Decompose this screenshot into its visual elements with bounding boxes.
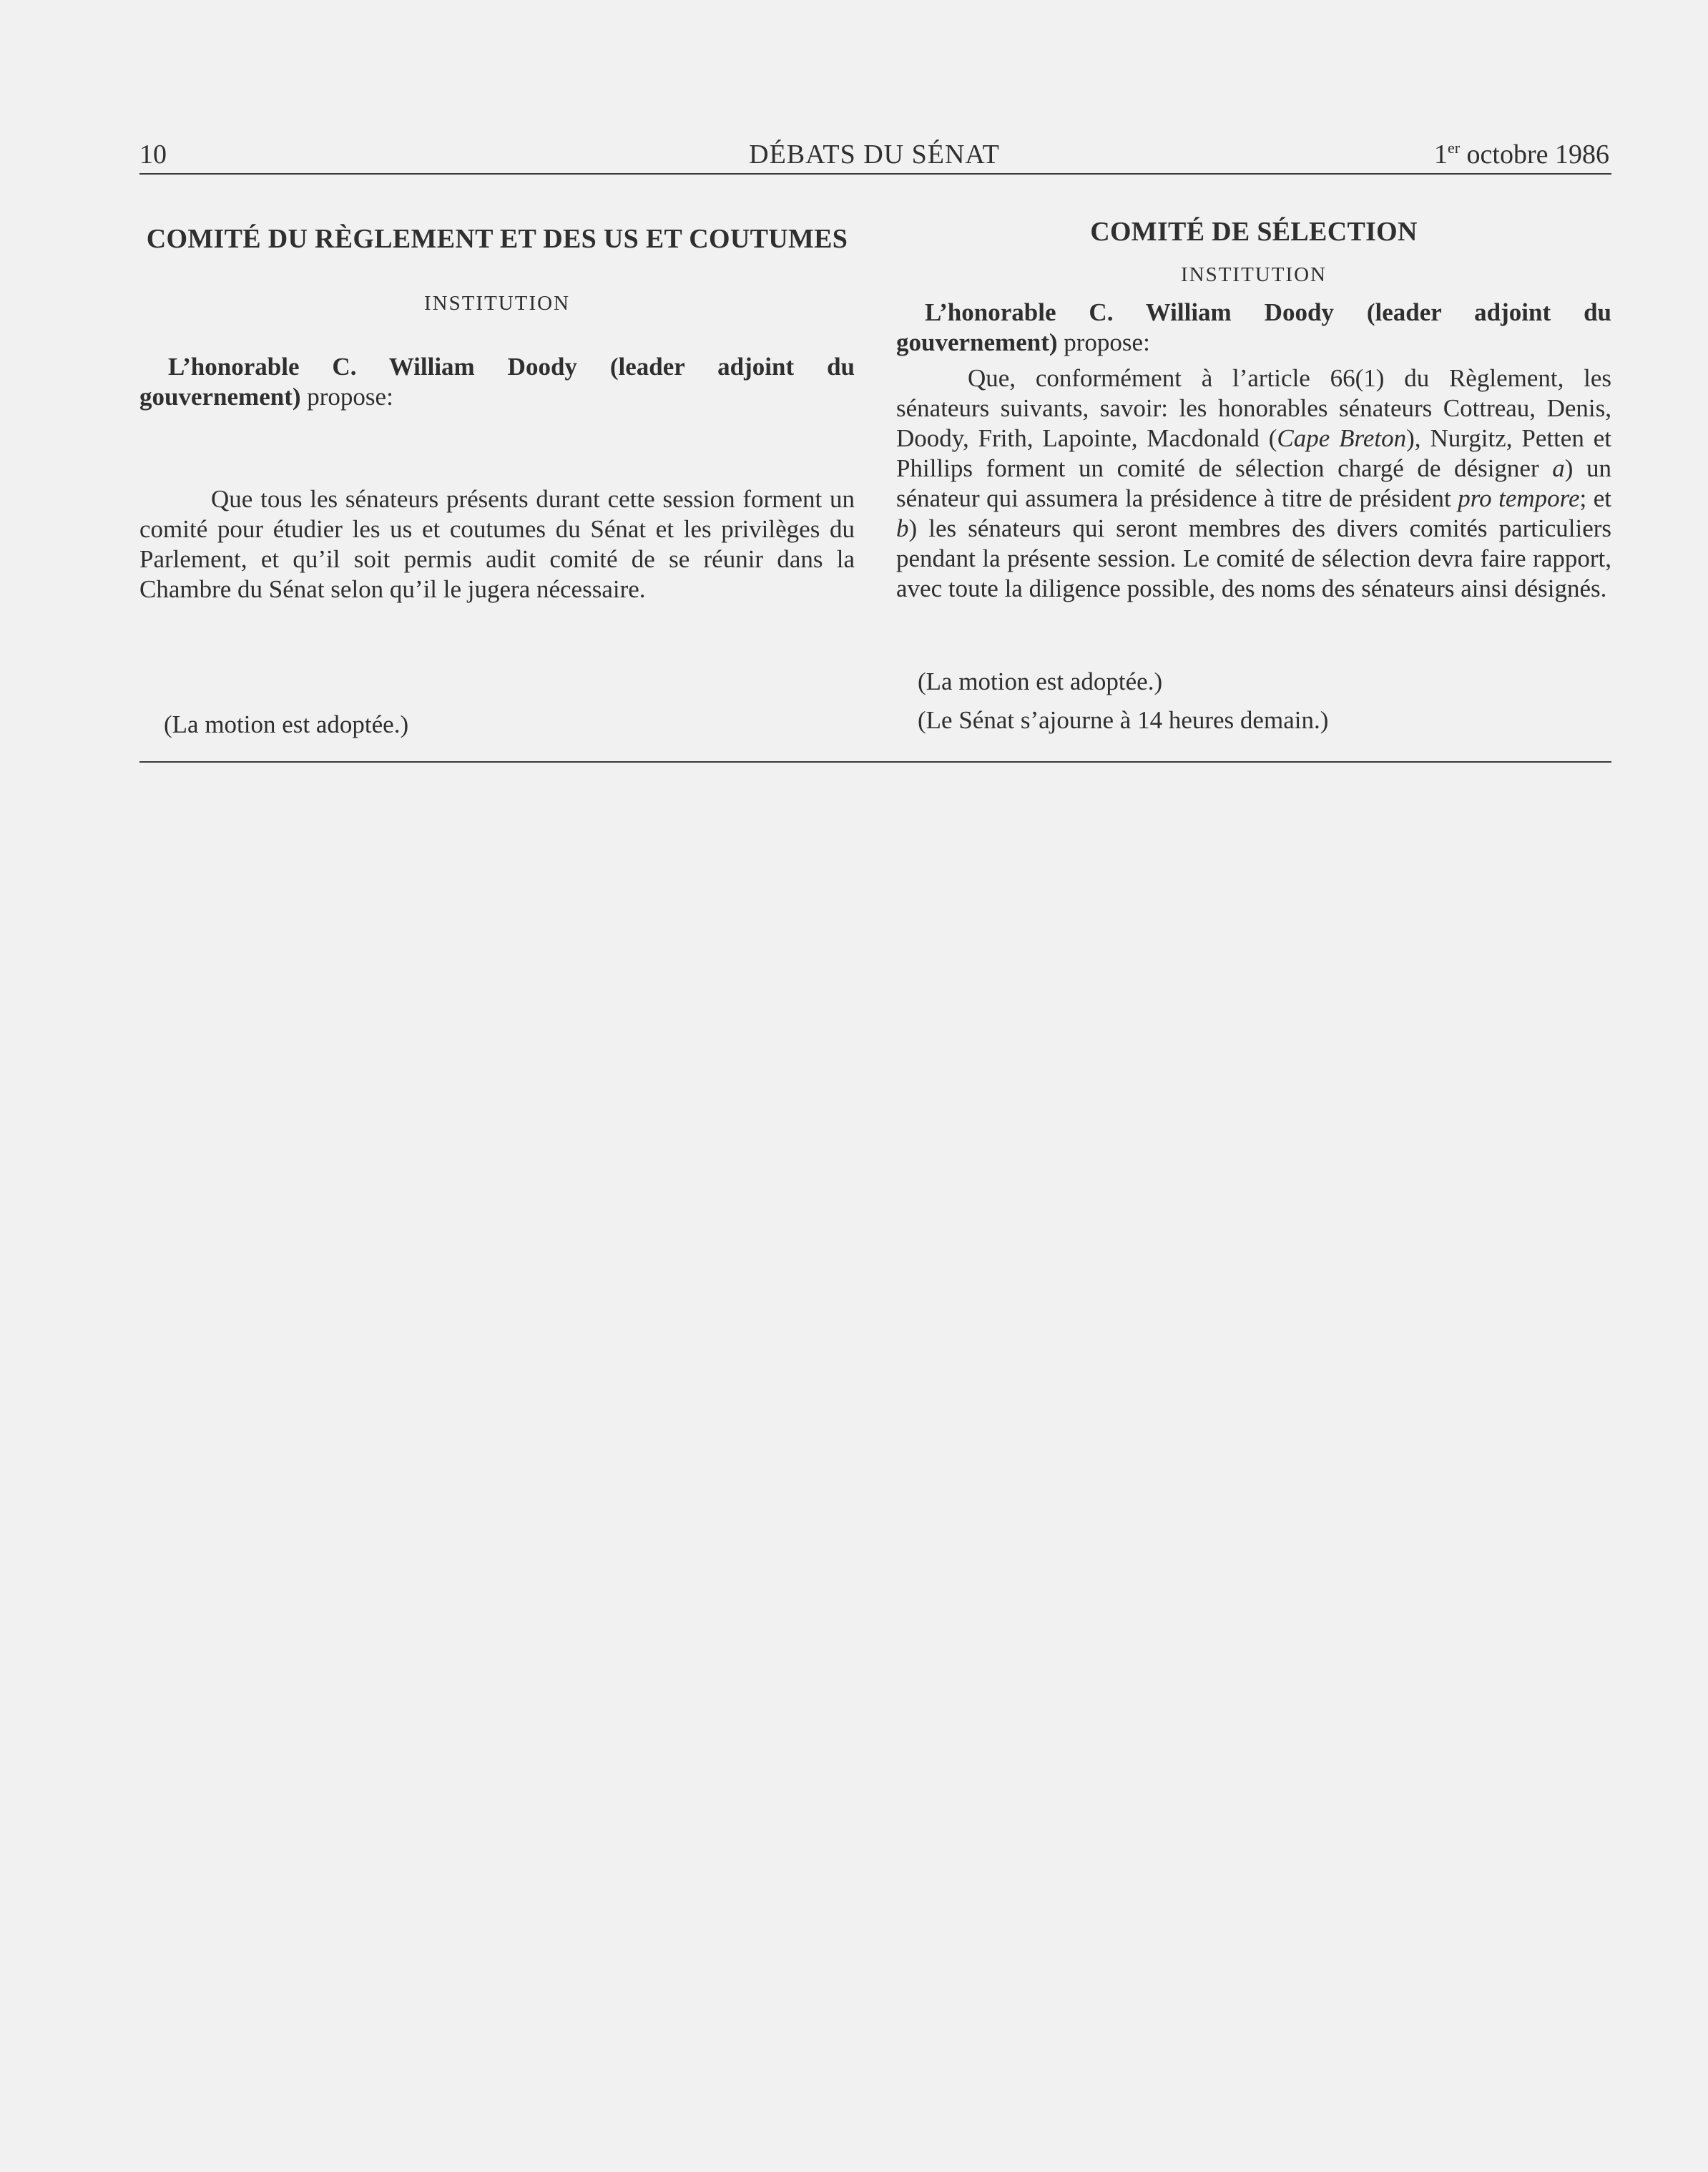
motion-text-part: ) un sénateur qui assumera la présidence à titre de président (896, 454, 1612, 512)
section-subheading: INSTITUTION (1180, 263, 1327, 286)
header-date (1434, 133, 1609, 176)
section-heading: COMITÉ DU RÈGLEMENT ET DES US ET COUTUMES (146, 224, 848, 254)
motion-text-italic: b (896, 514, 909, 542)
motion-mover (139, 352, 855, 412)
section-subheading: INSTITUTION (423, 292, 570, 315)
mover-verb: propose: (300, 383, 393, 411)
date-rest: octobre 1986 (1460, 140, 1609, 170)
motion-text-italic: pro tempore (1458, 484, 1580, 512)
motion-text-part: ) les sénateurs qui seront membres des divers comités particuliers pendant la présente session. Le comité de sélection devra faire rapport, avec toute la diligence possible, des noms des sénateurs ainsi désignés. (896, 514, 1611, 602)
publication-title: DÉBATS DU SÉNAT (749, 140, 1000, 170)
mover-verb: propose: (1057, 328, 1150, 356)
motion-mover (896, 298, 1611, 358)
motion-text-part: ; et (1579, 484, 1611, 512)
page-header (139, 133, 1609, 176)
motion-text (896, 363, 1611, 604)
page-number: 10 (139, 140, 167, 170)
date-day: 1 (1433, 140, 1448, 170)
mover-name: L’honorable C. William Doody (leader adjoint du gouvernement) (896, 298, 1611, 356)
motion-text: Que tous les sénateurs présents durant cette session forment un comité pour étudier les us et coutumes du Sénat et les privilèges du Parlement, et qu’il soit permis audit comité de se réunir dans la Chambre du Sénat selon qu’il le jugera nécessaire. (139, 485, 855, 603)
motion-result: (La motion est adoptée.) (164, 710, 409, 738)
motion-text-part: Que, conformément à l’article 66(1) du Règlement, les sénateurs suivants, savoir: les honorables sénateurs Cottreau, Denis, Doody, Frith, Lapointe, Macdonald ( (896, 364, 1611, 452)
header-rule (139, 173, 1611, 175)
mover-name: L’honorable C. William Doody (leader adjoint du gouvernement) (139, 353, 855, 411)
section-heading: COMITÉ DE SÉLECTION (1090, 217, 1418, 247)
motion-text-italic: a (1552, 454, 1565, 482)
motion-text-italic: Cape Breton (1277, 424, 1407, 452)
end-rule (139, 761, 1611, 763)
adjournment-note: (Le Sénat s’ajourne à 14 heures demain.) (918, 706, 1329, 734)
motion-text-part: ), Nurgitz, Petten et Phillips forment un comité de sélection chargé de désigner (896, 424, 1611, 482)
motion-result: (La motion est adoptée.) (918, 667, 1163, 695)
date-suffix: er (1447, 139, 1461, 157)
